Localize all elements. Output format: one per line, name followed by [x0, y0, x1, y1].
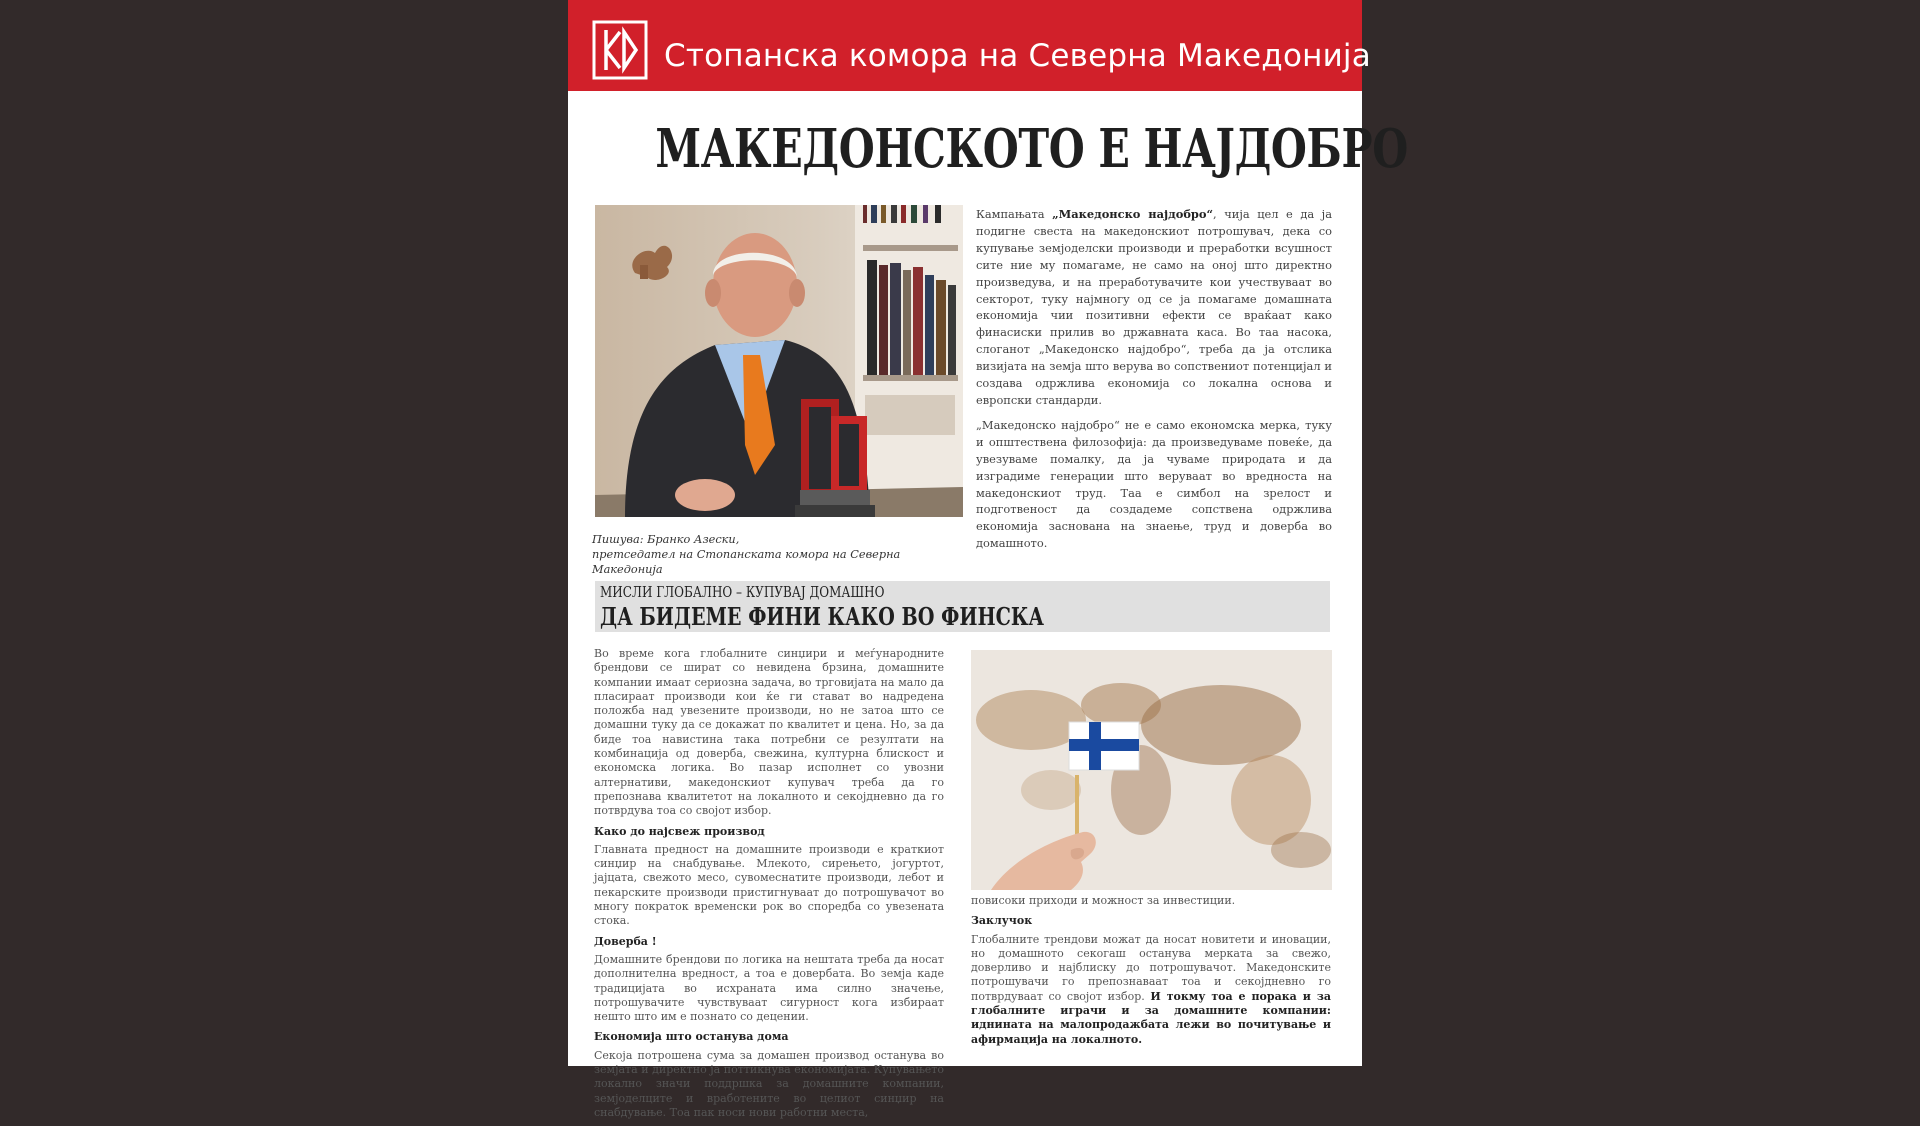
left-column [594, 647, 944, 1126]
chamber-logo-icon [592, 20, 648, 80]
left-paragraph-4: Секоја потрошена сума за домашен производ останува во земјата и директно ја поттикнува економијата. Купувањето локално значи поддршка за домашните компании, земјоделците и вработените во целиот синџир на снабдување. Тоа пак носи нови работни места, [594, 1048, 944, 1119]
section-kicker: МИСЛИ ГЛОБАЛНО – КУПУВАЈ ДОМАШНО [600, 583, 885, 601]
left-paragraph-2: Главната предност на домашните производи е краткиот синџир на снабдување. Млекото, сирењето, јогуртот, јајцата, свежото месо, сувомеснатите производи, лебот и пекарските производи пристигнуваат до потрошувачот во многу пократок временски рок во споредба со увезената стока. [594, 842, 944, 928]
byline-role: претседател на Стопанската комора на Северна Македонија [592, 548, 901, 576]
organization-name: Стопанска комора на Северна Македонија [664, 38, 1371, 74]
right-column [971, 894, 1331, 1053]
intro-paragraph-2: „Македонско најдобро“ не е само економска мерка, туку и општествена филозофија: да произведуваме повеќе, да увезуваме помалку, да ја чуваме природата и да изградиме генерации што веруваат во вредноста на македонскиот труд. Таа е симбол на зрелост и подготвеност да создадеме сопствена одржлива економија заснована на знаење, труд и доверба во домашното. [976, 417, 1332, 551]
finland-flag-photo [971, 650, 1332, 890]
subheading-economy: Економија што останува дома [594, 1030, 789, 1044]
header-band [568, 0, 1371, 91]
right-paragraph-1: повисоки приходи и можност за инвестиции. [971, 894, 1236, 907]
subheading-freshness: Како до најсвеж производ [594, 824, 765, 838]
byline-author: Пишува: Бранко Азески, [592, 533, 740, 546]
portrait-photo [595, 205, 963, 517]
left-paragraph-3: Домашните брендови по логика на нештата треба да носат дополнителна вредност, а тоа е довербата. Во земја каде традицијата во исхраната има силно значење, потрошувачите чувствуваат сигурност кога избираат нешто што им е познато со децении. [594, 952, 944, 1024]
newspaper-page [568, 0, 1408, 1119]
subheading-conclusion: Заклучок [971, 914, 1033, 928]
campaign-name: „Македонско најдобро“ [1052, 207, 1214, 221]
finland-flag-icon [1069, 722, 1139, 770]
author-byline [592, 532, 972, 577]
intro-paragraph-1: Кампањата „Македонско најдобро“, чија цел е да ја подигне свеста на македонскиот потрошувач, дека со купување земјоделски производи и преработки всушност сите ние му помагаме, не само на оној што директно произведува, и на преработувачите кои учествуваат во секторот, туку најмногу од се ја помагаме домашната економија чии позитивни ефекти се враќаат како финасиски прилив во државната каса. Во таа насока, слоганот „Македонско најдобро“, треба да ја отслика визијата на земја што верува во сопствениот потенцијал и создава одржлива економија со локална основа и европски стандарди. [976, 207, 1333, 407]
right-paragraph-2: Глобалните трендови можат да носат новитети и иновации, но домашното секогаш останува мерката за свежо, доверливо и најблиску до потрошувачот. Македонските потрошувачи го препознаваат тоа и секојдневно го потврдуваат со својот избор. И токму тоа е порака и за глобалните играчи и за домашните компании: иднината на малопродажбата лежи во почитување и афирмација на локалното. [971, 932, 1331, 1046]
subheading-trust: Доверба ! [594, 934, 657, 948]
section-title: ДА БИДЕМЕ ФИНИ КАКО ВО ФИНСКА [600, 602, 1045, 631]
conclusion-emphasis: И токму тоа е порака и за глобалните играчи и за домашните компании: иднината на малопродажбата лежи во почитување и афирмација на локалното. [971, 989, 1331, 1046]
page-headline: МАКЕДОНСКОТО Е НАЈДОБРО [655, 118, 1408, 180]
intro-text [976, 206, 1332, 560]
left-paragraph-1: Во време кога глобалните синџири и меѓународните брендови се шират со невидена брзина, домашните компании имаат сериозна задача, во трговијата на мало да пласираат производи кои ќе ги стават во надредена положба над увезените производи, но не затоа што се домашни туку да се докажат по квалитет и цена. Но, за да биде тоа навистина така потребни се резултати на комбинација од доверба, свежина, културна блискост и економска логика. Во пазар исполнет со увозни алтернативи, македонскиот купувач треба да го препознава квалитетот на локалното и секојдневно да го потврдува тоа со својот избор. [594, 647, 944, 818]
section-header [595, 581, 1330, 632]
